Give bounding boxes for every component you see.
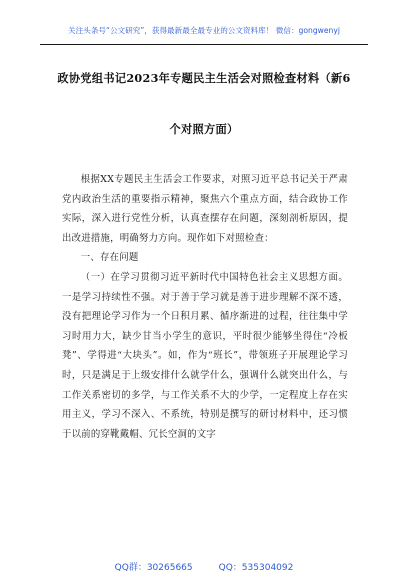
body-paragraph: （一）在学习贯彻习近平新时代中国特色社会主义思想方面。一是学习持续性不强。对于善于学习就是善于进步理解不深不透，没有把理论学习作为一个日积月累、循序渐进的过程，往往集中学习时用力大，缺少甘当小学生的意识，平时很少能够坐得住“冷板凳”、学得进“大块头”。如，作为“班长”，带领班子开展理论学习时，只是满足于上级安排什么就学什么，强调什么就突出什么，与工作关系密切的多学，与工作关系不大的少学，一定程度上存在实用主义，学习不深入、不系统，特别是撰写的研讨材料中，还习惯于以前的穿靴戴帽、冗长空洞的文字 <box>62 271 348 440</box>
footer-qq-group: QQ群：30265665 <box>114 563 193 573</box>
header-divider <box>40 44 368 45</box>
document-title-line-1: 政协党组书记2023年专题民主生活会对照检查材料（新6 <box>57 71 351 85</box>
document-body <box>62 170 348 444</box>
footer-qq-number: QQ：535304092 <box>218 563 294 573</box>
section-heading: 一、存在问题 <box>80 252 139 264</box>
intro-paragraph: 根据XX专题民主生活会工作要求，对照习近平总书记关于严肃党内政治生活的重要指示精神，聚焦六个重点方面，结合政协工作实际，深入进行党性分析，认真查摆存在问题，深刻剖析原因，提出改进措施，明确努力方向。现作如下对照检查： <box>62 174 348 244</box>
document-title-line-2: 个对照方面） <box>169 122 239 136</box>
header-banner: 关注头条号“公文研究”，获得最新最全最专业的公文资料库！ 微信：gongwenyj <box>68 26 340 35</box>
footer-contact <box>40 560 368 573</box>
